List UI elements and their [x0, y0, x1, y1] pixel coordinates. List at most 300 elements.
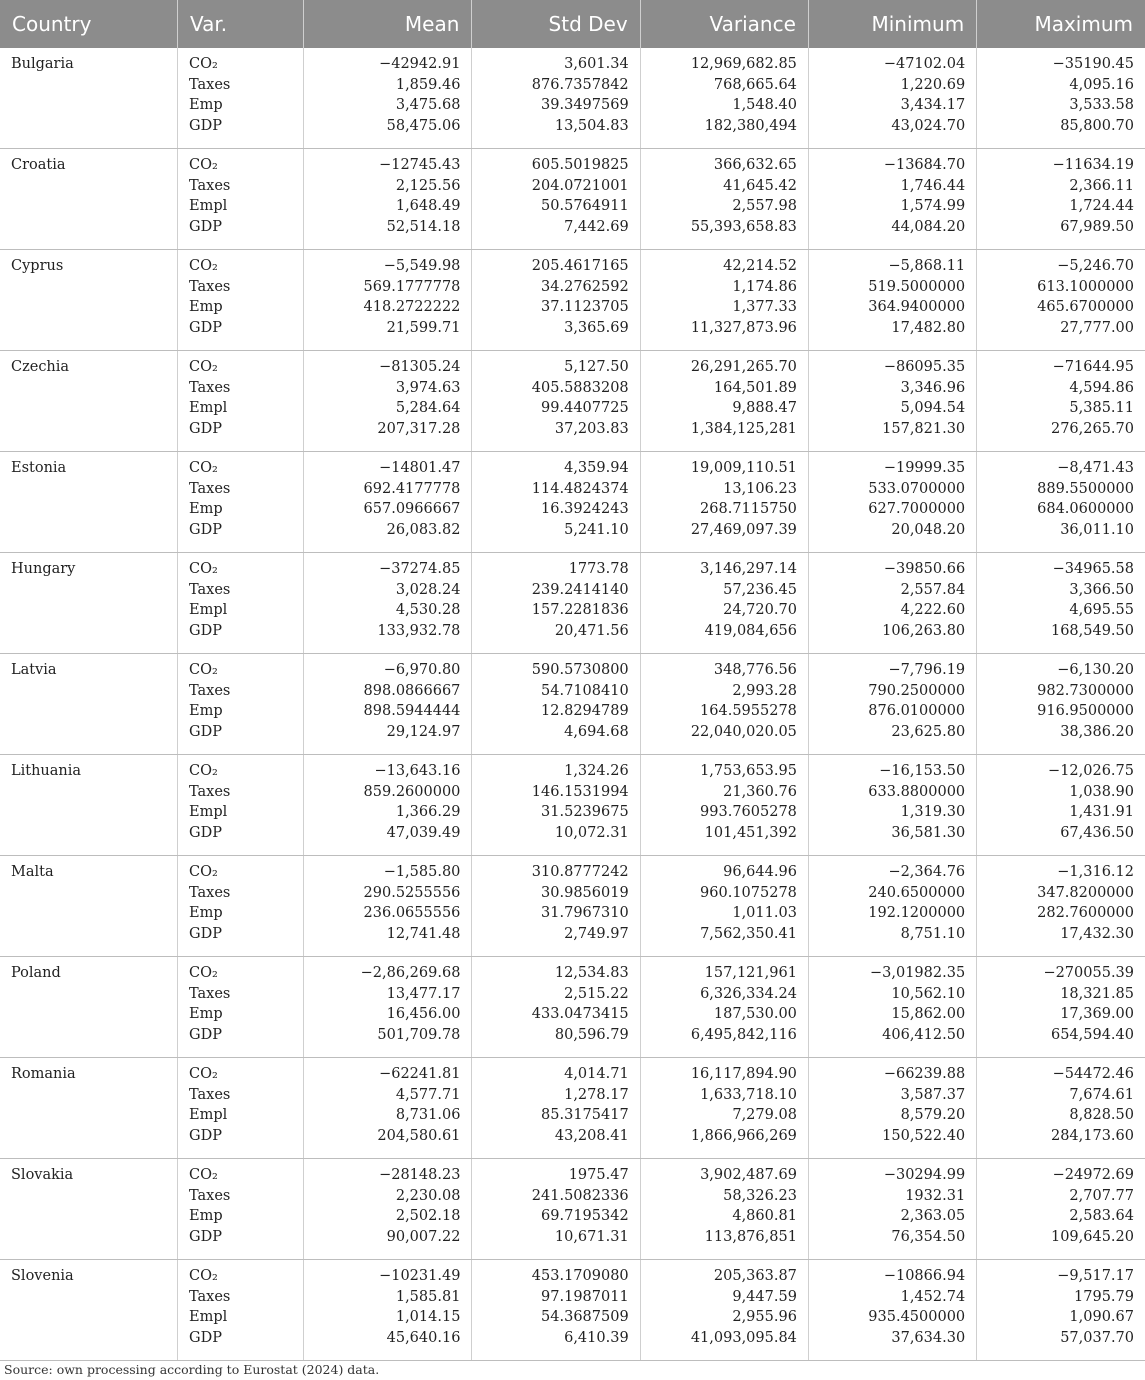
value: 16.3924243 [541, 501, 629, 517]
var-cell [177, 755, 303, 856]
value: 20,471.56 [554, 622, 629, 639]
table-row [0, 957, 1145, 1058]
value: 36,011.10 [1060, 521, 1134, 538]
value: 204.0721001 [531, 177, 629, 194]
value: 9,447.59 [732, 1288, 797, 1305]
value: 1773.78 [568, 561, 629, 577]
value: 627.7000000 [868, 501, 966, 517]
value: 1795.79 [1074, 1288, 1134, 1305]
country-cell: Cyprus [0, 250, 177, 351]
value: 935.4500000 [868, 1309, 966, 1325]
value: 2,955.96 [732, 1309, 797, 1325]
maximum-cell [977, 1058, 1145, 1159]
value: −270055.39 [1043, 965, 1134, 981]
value: 1,384,125,281 [690, 420, 797, 437]
value: 3,475.68 [395, 97, 461, 113]
table-row [0, 654, 1145, 755]
value: −12745.43 [379, 157, 461, 173]
variable-label: CO₂ [188, 662, 218, 678]
mean-cell [304, 250, 472, 351]
value: 106,263.80 [882, 622, 966, 639]
var-cell [177, 351, 303, 452]
variable-label: GDP [188, 622, 222, 639]
table-header [0, 0, 1145, 48]
value: 5,094.54 [900, 400, 966, 416]
value: 8,751.10 [900, 925, 966, 942]
value: 20,048.20 [891, 521, 966, 538]
value: 27,777.00 [1060, 319, 1134, 336]
variable-label: CO₂ [188, 359, 218, 375]
variable-label: Emp [188, 299, 223, 315]
variable-label: Taxes [188, 783, 231, 800]
variable-label: Taxes [188, 1187, 231, 1204]
mean-cell [304, 1260, 472, 1361]
value: 50.5764911 [541, 198, 629, 214]
table-row [0, 856, 1145, 957]
variable-label: Empl [188, 400, 228, 416]
value: 2,557.98 [732, 198, 797, 214]
variable-label: CO₂ [188, 157, 218, 173]
header-std-dev: Std Dev [472, 0, 640, 48]
header-country: Country [0, 0, 177, 48]
value: −13,643.16 [374, 763, 461, 779]
maximum-cell [977, 452, 1145, 553]
value: 657.0966667 [363, 501, 461, 517]
std-dev-cell [472, 654, 640, 755]
value: −39850.66 [883, 561, 966, 577]
minimum-cell [808, 654, 976, 755]
std-dev-cell [472, 1058, 640, 1159]
value: 8,579.20 [900, 1107, 966, 1123]
value: 55,393,658.83 [690, 218, 797, 235]
value: 1,452.74 [900, 1288, 966, 1305]
variable-label: Taxes [188, 480, 231, 497]
var-cell [177, 149, 303, 250]
variable-label: Emp [188, 501, 223, 517]
variable-label: CO₂ [188, 1268, 218, 1284]
value: 7,562,350.41 [700, 925, 797, 942]
value: −10866.94 [883, 1268, 966, 1284]
country-cell: Poland [0, 957, 177, 1058]
value: 4,577.71 [395, 1086, 461, 1103]
value: 433.0473415 [531, 1006, 629, 1022]
table-row [0, 351, 1145, 452]
header-var: Var. [177, 0, 303, 48]
variance-cell [640, 856, 808, 957]
table-row [0, 250, 1145, 351]
value: 7,442.69 [564, 218, 629, 235]
var-cell [177, 48, 303, 149]
variable-label: Taxes [188, 985, 231, 1002]
table-row [0, 553, 1145, 654]
country-cell: Hungary [0, 553, 177, 654]
value: −1,585.80 [383, 864, 461, 880]
value: 3,366.50 [1069, 581, 1134, 598]
maximum-cell [977, 351, 1145, 452]
value: 5,241.10 [564, 521, 629, 538]
value: 22,040,020.05 [690, 723, 797, 740]
value: 982.7300000 [1037, 682, 1134, 699]
value: 42,214.52 [723, 258, 797, 274]
country-cell: Malta [0, 856, 177, 957]
value: 4,222.60 [900, 602, 966, 618]
variable-label: Emp [188, 703, 223, 719]
value: 205,363.87 [713, 1268, 797, 1284]
value: −10231.49 [379, 1268, 461, 1284]
value: 15,862.00 [891, 1006, 966, 1022]
value: 239.2414140 [531, 581, 629, 598]
value: 80,596.79 [554, 1026, 629, 1043]
country-cell: Czechia [0, 351, 177, 452]
variable-label: CO₂ [188, 965, 218, 981]
variable-label: CO₂ [188, 561, 218, 577]
value: 4,860.81 [732, 1208, 797, 1224]
std-dev-cell [472, 48, 640, 149]
value: 96,644.96 [723, 864, 797, 880]
value: 67,989.50 [1060, 218, 1134, 235]
value: 150,522.40 [882, 1127, 966, 1144]
mean-cell [304, 452, 472, 553]
value: 97.1987011 [541, 1288, 629, 1305]
value: 18,321.85 [1060, 985, 1134, 1002]
value: 6,326,334.24 [700, 985, 797, 1002]
variable-label: Taxes [188, 682, 231, 699]
maximum-cell [977, 1159, 1145, 1260]
value: 34.2762592 [541, 278, 629, 295]
minimum-cell [808, 149, 976, 250]
value: 54.3687509 [541, 1309, 629, 1325]
value: −54472.46 [1052, 1066, 1134, 1082]
variable-label: Taxes [188, 1288, 231, 1305]
variance-cell [640, 250, 808, 351]
var-cell [177, 452, 303, 553]
std-dev-cell [472, 351, 640, 452]
value: 157,121,961 [704, 965, 797, 981]
value: 5,284.64 [395, 400, 461, 416]
minimum-cell [808, 856, 976, 957]
value: 45,640.16 [386, 1329, 461, 1346]
value: 2,230.08 [395, 1187, 461, 1204]
value: 57,037.70 [1060, 1329, 1134, 1346]
value: 684.0600000 [1037, 501, 1134, 517]
value: 58,326.23 [723, 1187, 797, 1204]
value: −42942.91 [379, 56, 461, 72]
value: 418.2722222 [363, 299, 461, 315]
value: 204,580.61 [377, 1127, 461, 1144]
header-mean: Mean [304, 0, 472, 48]
value: 47,039.49 [386, 824, 461, 841]
value: 2,583.64 [1069, 1208, 1134, 1224]
variance-cell [640, 149, 808, 250]
value: −2,86,269.68 [360, 965, 461, 981]
mean-cell [304, 1058, 472, 1159]
value: −5,549.98 [383, 258, 461, 274]
value: 4,695.55 [1069, 602, 1134, 618]
value: −6,130.20 [1057, 662, 1134, 678]
value: 3,365.69 [564, 319, 629, 336]
std-dev-cell [472, 250, 640, 351]
maximum-cell [977, 553, 1145, 654]
value: 406,412.50 [882, 1026, 966, 1043]
value: 9,888.47 [732, 400, 797, 416]
value: 898.0866667 [363, 682, 461, 699]
value: 76,354.50 [891, 1228, 966, 1245]
value: 1,633,718.10 [700, 1086, 797, 1103]
variable-label: GDP [188, 319, 222, 336]
value: 519.5000000 [868, 278, 966, 295]
value: 11,327,873.96 [690, 319, 797, 336]
table-row [0, 755, 1145, 856]
value: 85.3175417 [541, 1107, 629, 1123]
value: 41,645.42 [723, 177, 797, 194]
value: 405.5883208 [531, 379, 629, 396]
value: 157,821.30 [882, 420, 966, 437]
value: 1932.31 [905, 1187, 966, 1204]
value: 2,502.18 [395, 1208, 461, 1224]
value: 290.5255556 [363, 884, 461, 901]
value: 164.5955278 [700, 703, 797, 719]
value: 3,601.34 [564, 56, 629, 72]
std-dev-cell [472, 957, 640, 1058]
minimum-cell [808, 755, 976, 856]
variance-cell [640, 957, 808, 1058]
value: 3,146,297.14 [700, 561, 797, 577]
value: 2,707.77 [1069, 1187, 1134, 1204]
variable-label: Emp [188, 1006, 223, 1022]
value: −37274.85 [379, 561, 461, 577]
variable-label: GDP [188, 1228, 222, 1245]
value: 2,993.28 [732, 682, 797, 699]
value: 13,477.17 [386, 985, 461, 1002]
maximum-cell [977, 1260, 1145, 1361]
value: 3,434.17 [900, 97, 966, 113]
minimum-cell [808, 48, 976, 149]
value: 1,548.40 [732, 97, 797, 113]
value: 12.8294789 [541, 703, 629, 719]
value: 3,028.24 [395, 581, 461, 598]
value: 569.1777778 [363, 278, 461, 295]
variable-label: Empl [188, 1107, 228, 1123]
value: 348,776.56 [713, 662, 797, 678]
variable-label: CO₂ [188, 1167, 218, 1183]
value: 1,220.69 [900, 76, 966, 93]
value: 310.8777242 [531, 864, 629, 880]
value: 453.1709080 [531, 1268, 629, 1284]
value: 114.4824374 [531, 480, 629, 497]
value: −28148.23 [379, 1167, 461, 1183]
value: −5,246.70 [1057, 258, 1134, 274]
mean-cell [304, 856, 472, 957]
value: −35190.45 [1052, 56, 1134, 72]
value: −81305.24 [379, 359, 461, 375]
value: 3,533.58 [1069, 97, 1134, 113]
maximum-cell [977, 957, 1145, 1058]
value: 1,377.33 [732, 299, 797, 315]
value: 17,482.80 [891, 319, 966, 336]
header-maximum: Maximum [977, 0, 1145, 48]
value: 3,587.37 [900, 1086, 966, 1103]
variable-label: GDP [188, 218, 222, 235]
variable-label: Taxes [188, 884, 231, 901]
value: 268.7115750 [700, 501, 797, 517]
var-cell [177, 856, 303, 957]
value: 240.6500000 [868, 884, 966, 901]
value: 1,431.91 [1069, 804, 1134, 820]
value: 419,084,656 [704, 622, 797, 639]
variance-cell [640, 1058, 808, 1159]
variable-label: GDP [188, 1026, 222, 1043]
table-row [0, 48, 1145, 149]
maximum-cell [977, 856, 1145, 957]
variable-label: Empl [188, 198, 228, 214]
value: 29,124.97 [386, 723, 461, 740]
value: 43,024.70 [891, 117, 966, 134]
value: 4,694.68 [564, 723, 629, 740]
value: 7,279.08 [732, 1107, 797, 1123]
value: 5,385.11 [1069, 400, 1134, 416]
variance-cell [640, 1260, 808, 1361]
variable-label: CO₂ [188, 864, 218, 880]
value: 26,291,265.70 [690, 359, 797, 375]
value: 113,876,851 [704, 1228, 797, 1245]
value: 236.0655556 [363, 905, 461, 921]
table-body [0, 48, 1145, 1361]
value: 8,828.50 [1069, 1107, 1134, 1123]
value: 4,530.28 [395, 602, 461, 618]
variable-label: Emp [188, 1208, 223, 1224]
variance-cell [640, 452, 808, 553]
table-row [0, 1260, 1145, 1361]
variable-label: Empl [188, 804, 228, 820]
variance-cell [640, 351, 808, 452]
maximum-cell [977, 48, 1145, 149]
value: 3,974.63 [395, 379, 461, 396]
value: 1975.47 [568, 1167, 629, 1183]
variance-cell [640, 654, 808, 755]
value: −6,970.80 [383, 662, 461, 678]
value: 859.2600000 [363, 783, 461, 800]
value: 90,007.22 [386, 1228, 461, 1245]
table-row [0, 1159, 1145, 1260]
value: 37,203.83 [554, 420, 629, 437]
country-cell: Croatia [0, 149, 177, 250]
value: 284,173.60 [1050, 1127, 1134, 1144]
std-dev-cell [472, 1260, 640, 1361]
minimum-cell [808, 1159, 976, 1260]
var-cell [177, 250, 303, 351]
value: 205.4617165 [531, 258, 629, 274]
value: 37,634.30 [891, 1329, 966, 1346]
value: 57,236.45 [723, 581, 797, 598]
value: 12,741.48 [386, 925, 461, 942]
country-cell: Slovenia [0, 1260, 177, 1361]
value: −12,026.75 [1048, 763, 1134, 779]
value: 633.8800000 [868, 783, 966, 800]
value: 41,093,095.84 [690, 1329, 797, 1346]
variable-label: Taxes [188, 278, 231, 295]
value: 282.7600000 [1037, 905, 1134, 921]
value: 12,969,682.85 [690, 56, 797, 72]
value: 133,932.78 [377, 622, 461, 639]
value: 23,625.80 [891, 723, 966, 740]
variable-label: GDP [188, 1127, 222, 1144]
value: 8,731.06 [395, 1107, 461, 1123]
value: 16,456.00 [386, 1006, 461, 1022]
variable-label: GDP [188, 925, 222, 942]
value: 993.7605278 [700, 804, 797, 820]
value: 13,106.23 [723, 480, 797, 497]
value: −71644.95 [1052, 359, 1134, 375]
table-row [0, 1058, 1145, 1159]
variable-label: GDP [188, 723, 222, 740]
value: 916.9500000 [1037, 703, 1134, 719]
value: 1,174.86 [732, 278, 797, 295]
variance-cell [640, 48, 808, 149]
minimum-cell [808, 250, 976, 351]
maximum-cell [977, 250, 1145, 351]
value: 27,469,097.39 [690, 521, 797, 538]
country-cell: Slovakia [0, 1159, 177, 1260]
value: −1,316.12 [1057, 864, 1134, 880]
variable-label: Taxes [188, 76, 231, 93]
value: 52,514.18 [386, 218, 461, 235]
value: 4,014.71 [564, 1066, 629, 1082]
value: 692.4177778 [363, 480, 461, 497]
value: 207,317.28 [377, 420, 461, 437]
var-cell [177, 957, 303, 1058]
value: 1,753,653.95 [700, 763, 797, 779]
value: 2,125.56 [395, 177, 461, 194]
value: 1,746.44 [900, 177, 966, 194]
std-dev-cell [472, 755, 640, 856]
value: 3,902,487.69 [700, 1167, 797, 1183]
mean-cell [304, 755, 472, 856]
value: 37.1123705 [541, 299, 629, 315]
value: −34965.58 [1052, 561, 1134, 577]
mean-cell [304, 48, 472, 149]
value: 1,866,966,269 [690, 1127, 797, 1144]
std-dev-cell [472, 553, 640, 654]
mean-cell [304, 149, 472, 250]
value: 1,585.81 [395, 1288, 461, 1305]
variable-label: CO₂ [188, 460, 218, 476]
value: −11634.19 [1052, 157, 1134, 173]
minimum-cell [808, 1260, 976, 1361]
value: 164,501.89 [713, 379, 797, 396]
value: 101,451,392 [704, 824, 797, 841]
header-minimum: Minimum [808, 0, 976, 48]
value: 366,632.65 [713, 157, 797, 173]
value: −16,153.50 [879, 763, 966, 779]
value: 157.2281836 [531, 602, 629, 618]
variable-label: Empl [188, 602, 228, 618]
minimum-cell [808, 957, 976, 1058]
value: 898.5944444 [363, 703, 461, 719]
value: 501,709.78 [377, 1026, 461, 1043]
value: 1,038.90 [1069, 783, 1134, 800]
mean-cell [304, 654, 472, 755]
source-note: Source: own processing according to Eurostat (2024) data. [4, 1362, 380, 1377]
value: 533.0700000 [868, 480, 966, 497]
value: 31.5239675 [541, 804, 629, 820]
variable-label: CO₂ [188, 1066, 218, 1082]
value: −5,868.11 [888, 258, 966, 274]
mean-cell [304, 1159, 472, 1260]
country-cell: Romania [0, 1058, 177, 1159]
value: 6,495,842,116 [690, 1026, 797, 1043]
value: 2,557.84 [900, 581, 966, 598]
value: 276,265.70 [1050, 420, 1134, 437]
